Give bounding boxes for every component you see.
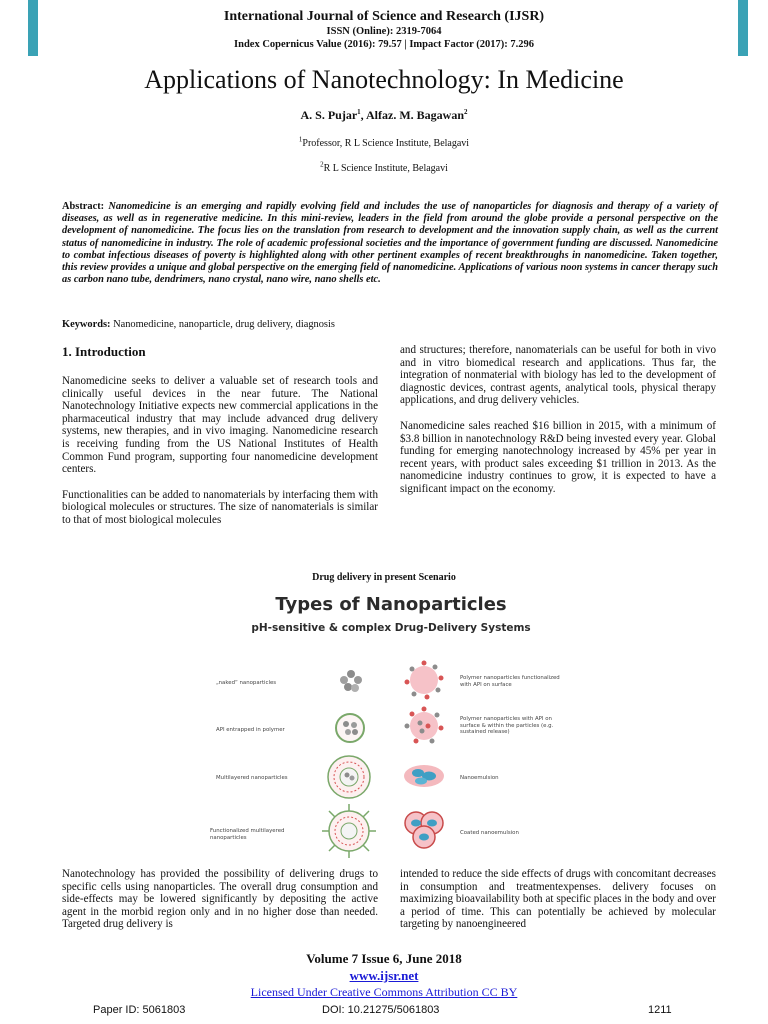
affiliation-marker: 2 — [320, 160, 324, 169]
affiliation-text: Professor, R L Science Institute, Belagavi — [302, 138, 470, 149]
api-entrapped-icon — [334, 712, 366, 744]
intro-right-column — [400, 344, 716, 509]
affiliation-1 — [0, 135, 768, 149]
paragraph: Functionalities can be added to nanomaterials by interfacing them with biological molecules or structures. The size of nanomaterials is similar to that of most biological molecules — [62, 488, 378, 526]
keywords-label: Keywords: — [62, 319, 111, 330]
figure-title: Types of Nanoparticles — [275, 594, 507, 615]
journal-name: International Journal of Science and Research (IJSR) — [223, 9, 545, 24]
coated-nanoemulsion-icon — [400, 806, 448, 854]
keywords-text: Nanomedicine, nanoparticle, drug delivery, diagnosis — [113, 319, 335, 330]
abstract-text: Nanomedicine is an emerging and rapidly evolving field and includes the use of nanoparticles for diagnosis and therapy of a variety of diseases, as well as in regenerative medicine. In this mini-review, leaders in the field from around the globe provide a personal perspective on the development of nanomedicine. The focus lies on the translation from research to development and the innovation supply chain, as well as the current status of nanomedicine in industry. The role of academic professional societies and the importance of government funding are discussed. Nanomedicine to combat infectious diseases of poverty is highlighted along with other pertinent examples of recent breakthroughs in nanomedicine. Taken together, this review provides a unique and global perspective on the emerging field of nanomedicine. Applications of various noon systems in cancer therapy such as carbon nano tube, dendrimers, nano crystal, nano wire, nano shells etc. — [62, 201, 718, 286]
author-name: A. S. Pujar — [300, 108, 358, 122]
body-left-column — [62, 868, 378, 944]
doi: DOI: 10.21275/5061803 — [322, 1004, 440, 1016]
paragraph: and structures; therefore, nanomaterials can be useful for both in vivo and in vitro biomedical research and applications. Thus far, the integration of nonmaterial with biology has led to the development of diagnostic devices, contrast agents, analytical tools, physical therapy applications, and drug delivery vehicles. — [400, 344, 716, 407]
author-name: Alfaz. M. Bagawan — [366, 108, 464, 122]
page-footer — [0, 950, 768, 1000]
journal-header — [0, 8, 768, 51]
label-coated-nanoemulsion: Coated nanoemulsion — [460, 830, 519, 836]
intro-left-column — [62, 375, 378, 540]
label-multilayered: Multilayered nanoparticles — [216, 775, 288, 781]
paragraph: Nanomedicine seeks to deliver a valuable set of research tools and clinically useful devices in the near future. The National Nanotechnology Initiative expects new commercial applications in the pharmaceutical industry that may include advanced drug delivery systems, new therapies, and in vivo imaging. Nanomedicine research is receiving funding from the US National Institutes of Health Common Fund program, supporting four nanomedicine development centers. — [62, 375, 378, 476]
journal-issn: ISSN (Online): 2319-7064 — [326, 26, 442, 37]
abstract — [62, 201, 718, 286]
affiliation-2 — [0, 160, 768, 174]
author-separator: , — [360, 108, 366, 122]
paragraph: intended to reduce the side effects of drugs with concomitant decreases in consumption and treatmentexpenses. delivery focuses on maximizing bioavailability both at specific places in the body and over a period of time. This can potentially be achieved by molecular targeting by nanoengineered — [400, 868, 716, 931]
author-affiliation-marker: 1 — [357, 108, 361, 116]
page-number: 1211 — [648, 1004, 672, 1016]
volume-issue: Volume 7 Issue 6, June 2018 — [306, 951, 462, 966]
author-list — [0, 108, 768, 123]
naked-nanoparticles-icon — [336, 666, 366, 696]
polymer-surface-nanoparticle-icon — [404, 660, 444, 700]
body-right-column — [400, 868, 716, 944]
paragraph: Nanomedicine sales reached $16 billion in 2015, with a minimum of $3.8 billion in nanotechnology R&D being invested every year. Global funding for emerging nanotechnology increased by 45% per year in recent years, with product sales exceeding $1 trillion in 2013. As the nanomedicine industry continues to grow, it is expected to have a significant impact on the economy. — [400, 419, 716, 495]
section-heading-introduction: 1. Introduction — [62, 344, 146, 359]
multilayered-nanoparticle-icon — [326, 754, 372, 800]
journal-index-line: Index Copernicus Value (2016): 79.57 | Impact Factor (2017): 7.296 — [234, 39, 534, 50]
label-polymer-surface: Polymer nanoparticles functionalized with API on surface — [460, 675, 560, 688]
affiliation-marker: 1 — [298, 135, 303, 144]
author-affiliation-marker: 2 — [464, 108, 468, 116]
label-nanoemulsion: Nanoemulsion — [460, 775, 499, 781]
polymer-within-nanoparticle-icon — [404, 706, 444, 746]
keywords — [62, 319, 718, 330]
abstract-label: Abstract: — [62, 201, 105, 212]
figure-subtitle: pH-sensitive & complex Drug-Delivery Systems — [251, 622, 531, 634]
label-api-entrapped: API entrapped in polymer — [216, 727, 285, 733]
nanoemulsion-icon — [402, 762, 446, 790]
journal-url-link[interactable]: www.ijsr.net — [349, 968, 419, 983]
label-polymer-within: Polymer nanoparticles with API on surface & within the particles (e.g. sustained release) — [460, 716, 554, 735]
functionalized-multilayered-icon — [320, 802, 378, 860]
paper-title: Applications of Nanotechnology: In Medicine — [144, 65, 624, 94]
license-link[interactable]: Licensed Under Creative Commons Attribution CC BY — [250, 985, 518, 999]
label-functionalized-multilayered: Functionalized multilayered nanoparticles — [210, 828, 285, 841]
paragraph: Nanotechnology has provided the possibility of delivering drugs to specific cells using nanoparticles. The overall drug consumption and side-effects may be lowered significantly by depositing the active agent in the morbid region only and in no higher dose than needed. Targeted drug delivery is — [62, 868, 378, 931]
label-naked-nanoparticles: „naked“ nanoparticles — [216, 680, 277, 686]
figure-caption: Drug delivery in present Scenario — [312, 572, 456, 583]
paper-id: Paper ID: 5061803 — [93, 1004, 186, 1016]
affiliation-text: R L Science Institute, Belagavi — [323, 163, 448, 174]
nanoparticle-figure — [210, 588, 566, 850]
